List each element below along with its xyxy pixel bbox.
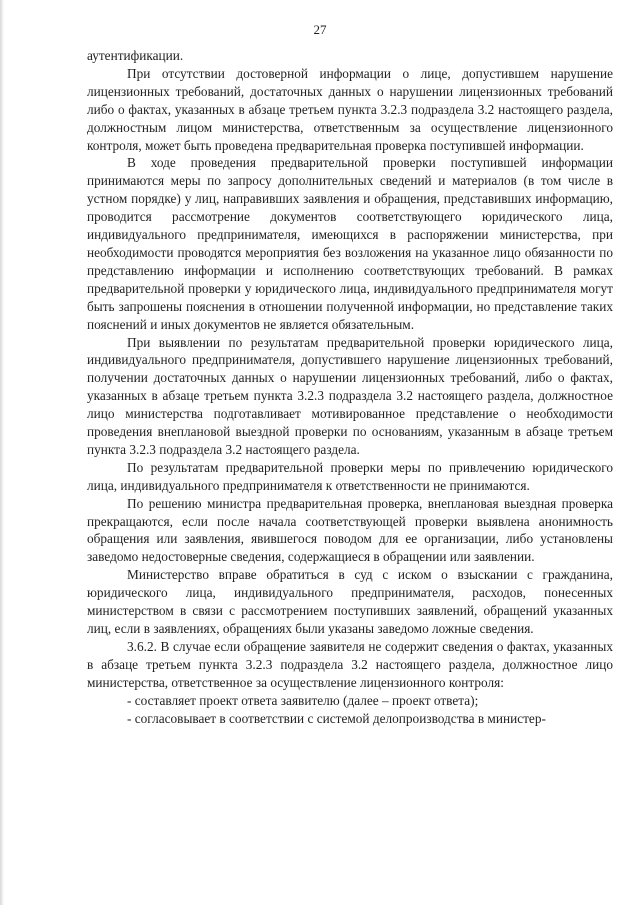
paragraph-preliminary-check: При отсутствии достоверной информации о лице, допустившем нарушение лицензионных требований, достаточных данных о нарушении лицензионных требований либо о фактах, указанных в абзаце третьем пункта 3.2.3 подраздела 3.2 настоящего раздела, должностным лицом министерства, ответственным за осуществление лицензионного контроля, может быть проведена предварительная проверка поступившей информации.	[87, 65, 613, 153]
document-body	[87, 47, 613, 727]
list-item-approval: - согласовывает в соответствии с системой делопроизводства в министер-	[127, 710, 546, 726]
paragraph-check-results: При выявлении по результатам предварительной проверки юридического лица, индивидуального предпринимателя, допустившего нарушение лицензионных требований, получении достаточных данных о нарушении лицензионных требований, либо о фактах, указанных в абзаце третьем пункта 3.2.3 подраздела 3.2 настоящего раздела, должностное лицо министерства подготавливает мотивированное представление о необходимости проведения внеплановой выездной проверки по основаниям, указанным в абзаце третьем пункта 3.2.3 подраздела 3.2 настоящего раздела.	[87, 334, 613, 457]
list-item-draft-answer: - составляет проект ответа заявителю (далее – проект ответа);	[127, 692, 479, 708]
scan-edge-shadow	[0, 0, 4, 905]
paragraph-court-claim: Министерство вправе обратиться в суд с иском о взыскании с гражданина, юридического лица, индивидуального предпринимателя, расходов, понесенных министерством в связи с рассмотрением поступивших заявлений, обращений указанных лиц, если в заявлениях, обращениях были указаны заведомо ложные сведения.	[87, 567, 613, 636]
paragraph-continuation: аутентификации.	[87, 48, 184, 63]
page-number: 27	[313, 22, 327, 37]
paragraph-check-procedure: В ходе проведения предварительной проверки поступившей информации принимаются меры по запросу дополнительных сведений и материалов (в том числе в устном порядке) у лиц, направивших заявления и обращения, представивших информацию, проводится рассмотрение документов соответствующего юридического лица, индивидуального предпринимателя, имеющихся в распоряжении министерства, при необходимости проводятся мероприятия без возложения на указанное лицо обязанности по представлению информации и исполнению соответствующих требований. В рамках предварительной проверки у юридического лица, индивидуального предпринимателя могут быть запрошены пояснения в отношении полученной информации, но представление таких пояснений и иных документов не является обязательным.	[87, 155, 613, 332]
paragraph-clause-3-6-2: 3.6.2. В случае если обращение заявителя не содержит сведения о фактах, указанных в абзаце третьем пункта 3.2.3 подраздела 3.2 настоящего раздела, должностное лицо министерства, ответственное за осуществление лицензионного контроля:	[87, 638, 613, 690]
paragraph-termination: По решению министра предварительная проверка, внеплановая выездная проверка прекращаются, если после начала соответствующей проверки выявлена анонимность обращения или заявления, явившегося поводом для ее организации, либо установлены заведомо недостоверные сведения, содержащиеся в обращении или заявлении.	[87, 495, 613, 565]
paragraph-no-liability: По результатам предварительной проверки меры по привлечению юридического лица, индивидуального предпринимателя к ответственности не принимаются.	[87, 459, 613, 493]
